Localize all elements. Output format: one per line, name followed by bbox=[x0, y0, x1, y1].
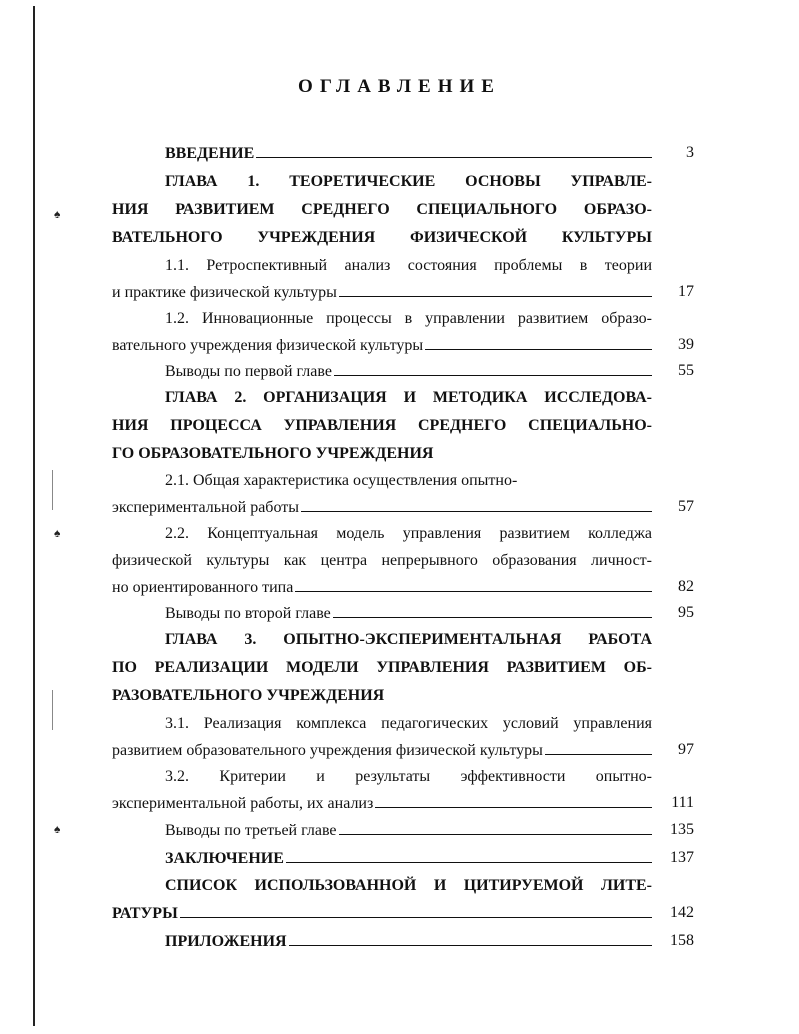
entry-text: ВВЕДЕНИЕ bbox=[165, 145, 255, 162]
toc-entry-chapter-3-conclusions bbox=[165, 820, 652, 841]
section-3-1-line: 3.1. Реализация комплекса педагогических условий управления bbox=[165, 715, 652, 732]
punch-hole-mark: ♠ bbox=[54, 207, 61, 221]
references-heading-line: СПИСОК ИСПОЛЬЗОВАННОЙ И ЦИТИРУЕМОЙ ЛИТЕ- bbox=[165, 877, 652, 894]
leader-line bbox=[545, 740, 652, 755]
page-number: 135 bbox=[670, 821, 694, 838]
page-number: 55 bbox=[678, 362, 694, 379]
toc-entry-section-1-2 bbox=[112, 335, 652, 356]
toc-entry-appendices bbox=[165, 931, 652, 952]
leader-line bbox=[333, 603, 652, 618]
page-number: 39 bbox=[678, 336, 694, 353]
leader-line bbox=[425, 335, 652, 350]
leader-line bbox=[334, 361, 652, 376]
chapter-3-heading-line: ГЛАВА 3. ОПЫТНО-ЭКСПЕРИМЕНТАЛЬНАЯ РАБОТА bbox=[165, 631, 652, 648]
toc-entry-section-2-2 bbox=[112, 577, 652, 598]
page-number: 95 bbox=[678, 604, 694, 621]
page-number: 111 bbox=[671, 794, 694, 811]
section-1-2-line: 1.2. Инновационные процессы в управлении развитием образо- bbox=[165, 310, 652, 327]
toc-entry-section-1-1 bbox=[112, 282, 652, 303]
section-2-2-line: физической культуры как центра непрерывного образования личност- bbox=[112, 552, 652, 569]
toc-entry-chapter-1-conclusions bbox=[165, 361, 652, 382]
scan-artifact bbox=[52, 470, 53, 510]
toc-entry-introduction bbox=[165, 143, 652, 164]
toc-entry-section-3-1 bbox=[112, 740, 652, 761]
chapter-3-heading-line: РАЗОВАТЕЛЬНОГО УЧРЕЖДЕНИЯ bbox=[112, 687, 385, 704]
leader-line bbox=[339, 282, 652, 297]
page-number: 97 bbox=[678, 741, 694, 758]
leader-line bbox=[289, 931, 652, 946]
page-number: 158 bbox=[670, 932, 694, 949]
toc-title: ОГЛАВЛЕНИЕ bbox=[298, 76, 501, 97]
toc-entry-chapter-2-conclusions bbox=[165, 603, 652, 624]
chapter-3-heading-line: ПО РЕАЛИЗАЦИИ МОДЕЛИ УПРАВЛЕНИЯ РАЗВИТИЕМ ОБ- bbox=[112, 659, 652, 676]
chapter-2-heading-line: НИЯ ПРОЦЕССА УПРАВЛЕНИЯ СРЕДНЕГО СПЕЦИАЛЬНО- bbox=[112, 417, 652, 434]
section-1-1-line: 1.1. Ретроспективный анализ состояния проблемы в теории bbox=[165, 257, 652, 274]
section-3-2-line: 3.2. Критерии и результаты эффективности опытно- bbox=[165, 768, 652, 785]
chapter-2-heading-line: ГЛАВА 2. ОРГАНИЗАЦИЯ И МЕТОДИКА ИССЛЕДОВА- bbox=[165, 389, 652, 406]
entry-text: РАТУРЫ bbox=[112, 905, 178, 922]
page-number: 57 bbox=[678, 498, 694, 515]
toc-entry-section-2-1 bbox=[112, 497, 652, 518]
toc-entry-references bbox=[112, 903, 652, 924]
section-2-2-line: 2.2. Концептуальная модель управления развитием колледжа bbox=[165, 525, 652, 542]
entry-text: ПРИЛОЖЕНИЯ bbox=[165, 933, 287, 950]
toc-entry-conclusion bbox=[165, 848, 652, 869]
entry-text: но ориентированного типа bbox=[112, 579, 294, 596]
leader-line bbox=[295, 577, 652, 592]
entry-text: экспериментальной работы, их анализ bbox=[112, 795, 374, 812]
entry-text: вательного учреждения физической культуры bbox=[112, 337, 424, 354]
leader-line bbox=[301, 497, 652, 512]
punch-hole-mark: ♠ bbox=[54, 822, 61, 836]
entry-text: Выводы по третьей главе bbox=[165, 822, 337, 839]
chapter-1-heading-line: НИЯ РАЗВИТИЕМ СРЕДНЕГО СПЕЦИАЛЬНОГО ОБРАЗО- bbox=[112, 201, 652, 218]
entry-text: ЗАКЛЮЧЕНИЕ bbox=[165, 850, 284, 867]
page-number: 17 bbox=[678, 283, 694, 300]
page-number: 3 bbox=[686, 144, 694, 161]
entry-text: Выводы по первой главе bbox=[165, 363, 332, 380]
entry-text: развитием образовательного учреждения физической культуры bbox=[112, 742, 543, 759]
page-number: 137 bbox=[670, 849, 694, 866]
chapter-1-heading-line: ГЛАВА 1. ТЕОРЕТИЧЕСКИЕ ОСНОВЫ УПРАВЛЕ- bbox=[165, 173, 652, 190]
leader-line bbox=[286, 848, 652, 863]
punch-hole-mark: ♠ bbox=[54, 526, 61, 540]
toc-entry-section-3-2 bbox=[112, 793, 652, 814]
section-2-1-line: 2.1. Общая характеристика осуществления опытно- bbox=[165, 472, 518, 489]
chapter-2-heading-line: ГО ОБРАЗОВАТЕЛЬНОГО УЧРЕЖДЕНИЯ bbox=[112, 445, 434, 462]
scan-artifact bbox=[52, 690, 53, 730]
page-number: 142 bbox=[670, 904, 694, 921]
entry-text: экспериментальной работы bbox=[112, 499, 299, 516]
binding-margin-line bbox=[33, 6, 35, 1026]
entry-text: Выводы по второй главе bbox=[165, 605, 331, 622]
entry-text: и практике физической культуры bbox=[112, 284, 337, 301]
leader-line bbox=[339, 820, 653, 835]
leader-line bbox=[180, 903, 652, 918]
page-number: 82 bbox=[678, 578, 694, 595]
leader-line bbox=[375, 793, 652, 808]
chapter-1-heading-line: ВАТЕЛЬНОГО УЧРЕЖДЕНИЯ ФИЗИЧЕСКОЙ КУЛЬТУРЫ bbox=[112, 229, 652, 246]
leader-line bbox=[256, 143, 652, 158]
